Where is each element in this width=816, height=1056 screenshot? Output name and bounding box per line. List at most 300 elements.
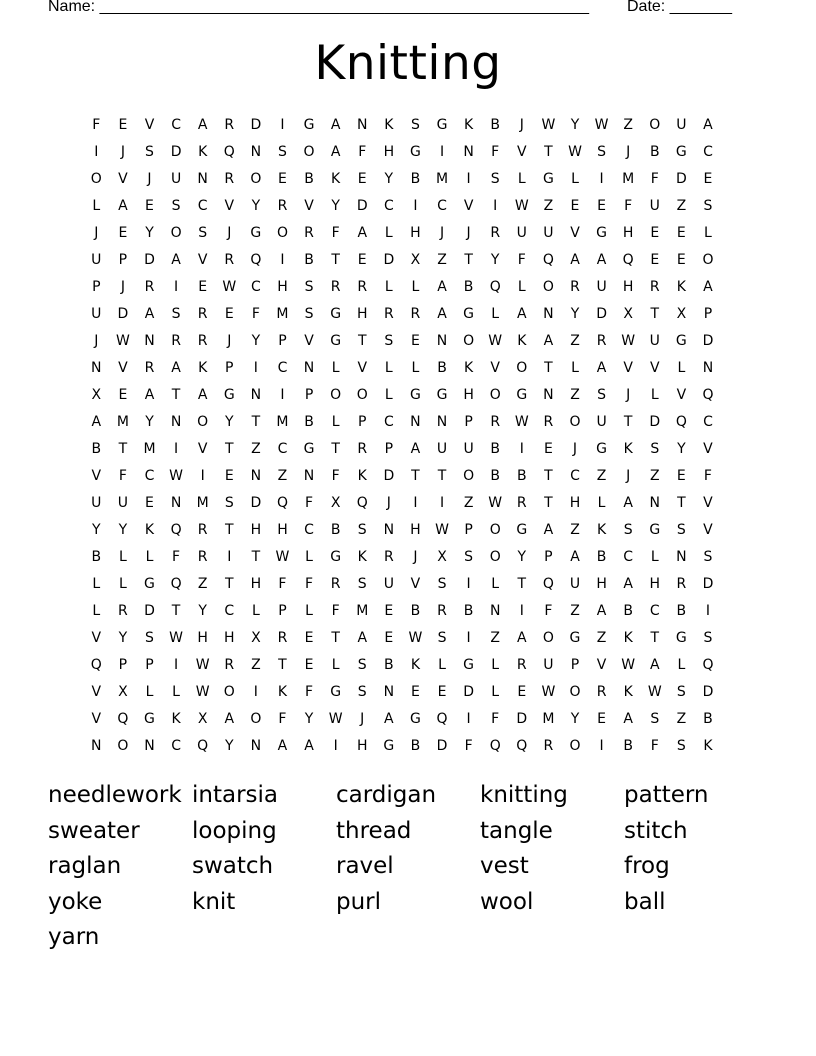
grid-letter[interactable]: V <box>91 711 102 727</box>
grid-letter[interactable]: C <box>277 360 288 376</box>
grid-letter[interactable]: N <box>463 144 474 160</box>
grid-letter[interactable]: L <box>677 360 686 376</box>
grid-letter[interactable]: I <box>227 549 232 565</box>
grid-letter[interactable]: R <box>224 117 235 133</box>
grid-letter[interactable]: S <box>703 630 713 646</box>
grid-letter[interactable]: Z <box>570 603 580 619</box>
grid-letter[interactable]: F <box>650 171 659 187</box>
grid-letter[interactable]: W <box>621 657 636 673</box>
grid-letter[interactable]: I <box>466 711 471 727</box>
grid-letter[interactable]: I <box>174 279 179 295</box>
grid-letter[interactable]: G <box>330 333 342 349</box>
grid-letter[interactable]: R <box>383 549 394 565</box>
grid-letter[interactable]: R <box>357 441 368 457</box>
grid-letter[interactable]: K <box>596 522 607 538</box>
grid-letter[interactable]: Y <box>224 414 234 430</box>
grid-letter[interactable]: G <box>463 657 475 673</box>
grid-letter[interactable]: C <box>144 468 155 484</box>
grid-letter[interactable]: S <box>171 198 181 214</box>
grid-letter[interactable]: Q <box>223 144 235 160</box>
grid-letter[interactable]: V <box>118 360 128 376</box>
grid-letter[interactable]: G <box>463 306 475 322</box>
grid-letter[interactable]: R <box>410 306 421 322</box>
grid-letter[interactable]: K <box>623 684 633 700</box>
grid-letter[interactable]: N <box>197 171 208 187</box>
grid-letter[interactable]: E <box>650 225 660 241</box>
grid-letter[interactable]: N <box>356 117 368 133</box>
grid-letter[interactable]: Z <box>623 117 633 133</box>
grid-letter[interactable]: W <box>621 333 636 349</box>
grid-letter[interactable]: J <box>94 333 99 349</box>
grid-letter[interactable]: R <box>649 279 660 295</box>
grid-letter[interactable]: L <box>517 279 526 295</box>
grid-letter[interactable]: D <box>383 468 395 484</box>
grid-letter[interactable]: L <box>438 657 446 673</box>
grid-letter[interactable]: H <box>383 144 395 160</box>
grid-letter[interactable]: L <box>650 549 659 565</box>
grid-letter[interactable]: T <box>251 549 261 565</box>
grid-letter[interactable]: F <box>491 711 500 727</box>
grid-letter[interactable]: Z <box>596 468 607 484</box>
grid-letter[interactable]: I <box>439 144 445 160</box>
grid-letter[interactable]: L <box>384 387 393 403</box>
grid-letter[interactable]: R <box>304 225 314 241</box>
grid-letter[interactable]: A <box>304 738 314 754</box>
grid-letter[interactable]: E <box>676 225 686 241</box>
grid-letter[interactable]: R <box>570 279 580 295</box>
grid-letter[interactable]: L <box>331 360 340 376</box>
grid-letter[interactable]: W <box>169 630 183 646</box>
grid-letter[interactable]: B <box>91 549 102 565</box>
grid-letter[interactable]: B <box>623 738 633 754</box>
grid-letter[interactable]: K <box>464 360 474 376</box>
grid-letter[interactable]: T <box>650 630 660 646</box>
grid-letter[interactable]: Z <box>277 468 288 484</box>
grid-letter[interactable]: Q <box>675 414 687 430</box>
grid-letter[interactable]: H <box>224 630 235 646</box>
grid-letter[interactable]: L <box>92 198 101 214</box>
grid-letter[interactable]: P <box>145 657 154 673</box>
grid-letter[interactable]: O <box>489 549 501 565</box>
grid-letter[interactable]: E <box>118 387 128 403</box>
grid-letter[interactable]: R <box>516 495 527 511</box>
grid-letter[interactable]: I <box>280 117 285 133</box>
grid-letter[interactable]: J <box>466 225 471 241</box>
grid-letter[interactable]: D <box>250 117 262 133</box>
grid-letter[interactable]: D <box>463 684 474 700</box>
grid-letter[interactable]: V <box>118 171 128 187</box>
grid-letter[interactable]: J <box>227 333 232 349</box>
grid-letter[interactable]: Q <box>197 738 209 754</box>
grid-letter[interactable]: E <box>410 333 420 349</box>
grid-letter[interactable]: O <box>170 225 182 241</box>
grid-letter[interactable]: B <box>516 468 527 484</box>
grid-letter[interactable]: C <box>703 414 713 430</box>
grid-letter[interactable]: L <box>411 360 420 376</box>
grid-letter[interactable]: A <box>437 279 447 295</box>
grid-letter[interactable]: I <box>280 387 285 403</box>
grid-letter[interactable]: Q <box>489 738 501 754</box>
grid-letter[interactable]: J <box>360 711 365 727</box>
grid-letter[interactable]: A <box>703 117 713 133</box>
grid-letter[interactable]: O <box>90 171 102 187</box>
grid-letter[interactable]: V <box>649 360 660 376</box>
grid-letter[interactable]: E <box>198 279 208 295</box>
grid-letter[interactable]: X <box>410 252 421 268</box>
grid-letter[interactable]: B <box>649 144 660 160</box>
grid-letter[interactable]: R <box>676 576 687 592</box>
grid-letter[interactable]: C <box>171 738 181 754</box>
grid-letter[interactable]: Z <box>676 711 687 727</box>
grid-letter[interactable]: F <box>251 306 260 322</box>
grid-letter[interactable]: D <box>702 684 714 700</box>
grid-letter[interactable]: M <box>276 306 289 322</box>
grid-letter[interactable]: L <box>92 576 101 592</box>
grid-letter[interactable]: Q <box>622 252 634 268</box>
grid-letter[interactable]: C <box>171 117 181 133</box>
grid-letter[interactable]: B <box>410 603 421 619</box>
grid-letter[interactable]: S <box>384 333 394 349</box>
grid-letter[interactable]: Z <box>437 252 447 268</box>
grid-letter[interactable]: L <box>491 684 500 700</box>
grid-letter[interactable]: S <box>357 576 367 592</box>
grid-letter[interactable]: H <box>649 576 661 592</box>
grid-letter[interactable]: O <box>250 171 262 187</box>
grid-letter[interactable]: N <box>91 360 102 376</box>
grid-letter[interactable]: R <box>171 333 181 349</box>
grid-letter[interactable]: O <box>276 225 288 241</box>
grid-letter[interactable]: R <box>118 603 128 619</box>
grid-letter[interactable]: W <box>647 684 662 700</box>
grid-letter[interactable]: R <box>596 333 607 349</box>
grid-letter[interactable]: H <box>410 225 421 241</box>
grid-letter[interactable]: Z <box>570 333 580 349</box>
grid-letter[interactable]: G <box>409 711 421 727</box>
grid-letter[interactable]: B <box>304 171 314 187</box>
grid-letter[interactable]: F <box>358 144 367 160</box>
grid-letter[interactable]: T <box>331 441 340 457</box>
grid-letter[interactable]: R <box>197 333 208 349</box>
grid-letter[interactable]: T <box>331 630 340 646</box>
grid-letter[interactable]: Y <box>331 198 340 214</box>
grid-letter[interactable]: W <box>275 549 290 565</box>
grid-letter[interactable]: F <box>491 144 500 160</box>
grid-letter[interactable]: C <box>277 441 288 457</box>
grid-letter[interactable]: G <box>144 576 155 592</box>
grid-letter[interactable]: E <box>304 657 314 673</box>
grid-letter[interactable]: G <box>330 306 342 322</box>
grid-letter[interactable]: G <box>303 441 315 457</box>
grid-letter[interactable]: B <box>463 279 474 295</box>
grid-letter[interactable]: R <box>224 657 235 673</box>
grid-letter[interactable]: D <box>356 198 368 214</box>
grid-letter[interactable]: E <box>357 252 367 268</box>
grid-letter[interactable]: F <box>331 225 340 241</box>
grid-letter[interactable]: Z <box>676 198 687 214</box>
grid-letter[interactable]: E <box>384 603 394 619</box>
grid-letter[interactable]: I <box>439 495 445 511</box>
grid-letter[interactable]: I <box>200 468 205 484</box>
grid-letter[interactable]: E <box>703 171 713 187</box>
grid-letter[interactable]: Z <box>649 468 660 484</box>
grid-letter[interactable]: C <box>703 144 713 160</box>
grid-letter[interactable]: C <box>623 549 634 565</box>
grid-letter[interactable]: N <box>250 144 262 160</box>
grid-letter[interactable]: B <box>330 522 341 538</box>
grid-letter[interactable]: I <box>466 576 471 592</box>
grid-letter[interactable]: N <box>144 333 155 349</box>
grid-letter[interactable]: W <box>568 144 582 160</box>
grid-letter[interactable]: G <box>330 549 342 565</box>
grid-letter[interactable]: B <box>623 603 633 619</box>
grid-letter[interactable]: T <box>357 333 367 349</box>
grid-letter[interactable]: I <box>174 657 179 673</box>
grid-letter[interactable]: R <box>516 657 527 673</box>
grid-letter[interactable]: S <box>597 144 607 160</box>
grid-letter[interactable]: E <box>517 684 527 700</box>
grid-letter[interactable]: T <box>437 468 447 484</box>
grid-letter[interactable]: T <box>224 522 234 538</box>
grid-letter[interactable]: D <box>170 144 182 160</box>
grid-letter[interactable]: K <box>357 549 367 565</box>
grid-letter[interactable]: O <box>542 279 554 295</box>
grid-letter[interactable]: A <box>197 117 208 133</box>
grid-letter[interactable]: E <box>145 495 154 511</box>
grid-letter[interactable]: T <box>278 657 287 673</box>
grid-letter[interactable]: R <box>490 414 501 430</box>
grid-letter[interactable]: A <box>596 603 607 619</box>
grid-letter[interactable]: R <box>144 360 155 376</box>
grid-letter[interactable]: F <box>464 738 473 754</box>
grid-letter[interactable]: L <box>650 387 659 403</box>
grid-letter[interactable]: X <box>197 711 208 727</box>
grid-letter[interactable]: W <box>195 684 210 700</box>
grid-letter[interactable]: P <box>703 306 713 322</box>
grid-letter[interactable]: R <box>543 414 554 430</box>
grid-letter[interactable]: K <box>703 738 713 754</box>
grid-letter[interactable]: Y <box>304 711 314 727</box>
grid-letter[interactable]: I <box>413 198 418 214</box>
grid-letter[interactable]: Q <box>170 522 182 538</box>
grid-letter[interactable]: U <box>676 117 687 133</box>
grid-letter[interactable]: V <box>91 468 102 484</box>
grid-letter[interactable]: Y <box>118 522 128 538</box>
grid-letter[interactable]: T <box>544 495 553 511</box>
grid-letter[interactable]: V <box>463 198 474 214</box>
grid-letter[interactable]: V <box>623 360 633 376</box>
grid-letter[interactable]: L <box>411 279 420 295</box>
grid-letter[interactable]: K <box>517 333 527 349</box>
grid-letter[interactable]: L <box>305 549 313 565</box>
grid-letter[interactable]: P <box>384 441 394 457</box>
grid-letter[interactable]: J <box>386 495 391 511</box>
grid-letter[interactable]: Z <box>490 630 500 646</box>
grid-letter[interactable]: E <box>543 441 553 457</box>
grid-letter[interactable]: M <box>622 171 635 187</box>
grid-letter[interactable]: T <box>517 576 527 592</box>
grid-letter[interactable]: T <box>118 441 128 457</box>
grid-letter[interactable]: R <box>437 603 447 619</box>
grid-letter[interactable]: I <box>519 441 524 457</box>
grid-letter[interactable]: O <box>489 387 501 403</box>
grid-letter[interactable]: P <box>92 279 101 295</box>
grid-letter[interactable]: N <box>436 333 448 349</box>
grid-letter[interactable]: H <box>622 225 634 241</box>
grid-letter[interactable]: J <box>94 225 99 241</box>
grid-letter[interactable]: K <box>384 117 394 133</box>
grid-letter[interactable]: C <box>383 414 394 430</box>
grid-letter[interactable]: O <box>569 684 581 700</box>
grid-letter[interactable]: F <box>118 468 127 484</box>
grid-letter[interactable]: Q <box>170 576 182 592</box>
grid-letter[interactable]: V <box>144 117 155 133</box>
grid-letter[interactable]: O <box>463 333 475 349</box>
grid-letter[interactable]: M <box>116 414 129 430</box>
grid-letter[interactable]: S <box>437 576 447 592</box>
grid-letter[interactable]: K <box>676 279 686 295</box>
grid-letter[interactable]: F <box>650 738 659 754</box>
grid-letter[interactable]: J <box>147 171 152 187</box>
grid-letter[interactable]: A <box>224 711 235 727</box>
grid-letter[interactable]: T <box>251 414 261 430</box>
grid-letter[interactable]: U <box>91 306 102 322</box>
grid-letter[interactable]: G <box>409 144 421 160</box>
grid-letter[interactable]: U <box>596 414 607 430</box>
grid-letter[interactable]: E <box>410 684 420 700</box>
grid-letter[interactable]: D <box>596 306 607 322</box>
grid-letter[interactable]: A <box>543 522 554 538</box>
grid-letter[interactable]: K <box>357 468 367 484</box>
grid-letter[interactable]: L <box>118 576 127 592</box>
grid-letter[interactable]: S <box>410 117 420 133</box>
grid-letter[interactable]: A <box>623 576 633 592</box>
grid-letter[interactable]: Y <box>251 333 261 349</box>
grid-letter[interactable]: Y <box>145 225 154 241</box>
grid-letter[interactable]: O <box>250 711 262 727</box>
date-field[interactable]: Date: _______ <box>627 0 732 15</box>
grid-letter[interactable]: D <box>702 333 714 349</box>
grid-letter[interactable]: Q <box>276 495 288 511</box>
grid-letter[interactable]: W <box>488 495 503 511</box>
grid-letter[interactable]: G <box>303 117 315 133</box>
grid-letter[interactable]: B <box>490 117 500 133</box>
grid-letter[interactable]: K <box>623 441 633 457</box>
grid-letter[interactable]: R <box>277 198 288 214</box>
grid-letter[interactable]: B <box>463 603 474 619</box>
grid-letter[interactable]: V <box>676 387 687 403</box>
grid-letter[interactable]: Z <box>570 387 580 403</box>
grid-letter[interactable]: T <box>171 387 181 403</box>
grid-letter[interactable]: O <box>463 468 475 484</box>
grid-letter[interactable]: G <box>436 387 448 403</box>
grid-letter[interactable]: A <box>91 414 102 430</box>
grid-letter[interactable]: G <box>516 522 528 538</box>
grid-letter[interactable]: K <box>464 117 474 133</box>
grid-letter[interactable]: U <box>383 576 394 592</box>
grid-letter[interactable]: H <box>596 576 607 592</box>
grid-letter[interactable]: Q <box>117 711 129 727</box>
grid-letter[interactable]: T <box>544 144 553 160</box>
grid-letter[interactable]: E <box>437 684 447 700</box>
grid-letter[interactable]: P <box>570 657 580 673</box>
grid-letter[interactable]: L <box>491 306 500 322</box>
grid-letter[interactable]: A <box>703 279 713 295</box>
grid-letter[interactable]: Y <box>570 711 580 727</box>
grid-letter[interactable]: V <box>703 495 713 511</box>
grid-letter[interactable]: I <box>466 171 471 187</box>
grid-letter[interactable]: F <box>172 549 181 565</box>
grid-letter[interactable]: B <box>91 441 102 457</box>
grid-letter[interactable]: J <box>626 387 631 403</box>
grid-letter[interactable]: I <box>519 603 524 619</box>
grid-letter[interactable]: L <box>491 576 500 592</box>
grid-letter[interactable]: G <box>569 630 581 646</box>
grid-letter[interactable]: L <box>331 657 340 673</box>
grid-letter[interactable]: W <box>115 333 130 349</box>
grid-letter[interactable]: G <box>144 711 155 727</box>
grid-letter[interactable]: Y <box>570 306 580 322</box>
grid-letter[interactable]: Q <box>702 387 714 403</box>
grid-letter[interactable]: F <box>544 603 553 619</box>
grid-letter[interactable]: H <box>197 630 208 646</box>
grid-letter[interactable]: F <box>331 468 340 484</box>
grid-letter[interactable]: R <box>277 630 288 646</box>
grid-letter[interactable]: G <box>542 171 554 187</box>
grid-letter[interactable]: Q <box>90 657 102 673</box>
grid-letter[interactable]: E <box>224 468 234 484</box>
grid-letter[interactable]: I <box>705 603 711 619</box>
grid-letter[interactable]: X <box>118 684 128 700</box>
grid-letter[interactable]: B <box>410 171 421 187</box>
grid-letter[interactable]: A <box>437 306 447 322</box>
name-field[interactable]: Name: _______________________________________________________ <box>48 0 589 15</box>
grid-letter[interactable]: C <box>224 603 235 619</box>
grid-letter[interactable]: E <box>384 630 394 646</box>
grid-letter[interactable]: Q <box>356 495 368 511</box>
grid-letter[interactable]: U <box>543 657 554 673</box>
grid-letter[interactable]: N <box>250 468 262 484</box>
grid-letter[interactable]: U <box>516 225 527 241</box>
grid-letter[interactable]: I <box>466 630 471 646</box>
grid-letter[interactable]: L <box>517 171 526 187</box>
grid-letter[interactable]: D <box>702 576 714 592</box>
grid-letter[interactable]: A <box>517 306 527 322</box>
grid-letter[interactable]: F <box>305 684 314 700</box>
grid-letter[interactable]: U <box>91 495 102 511</box>
grid-letter[interactable]: F <box>305 495 314 511</box>
grid-letter[interactable]: U <box>649 198 660 214</box>
grid-letter[interactable]: V <box>703 441 713 457</box>
grid-letter[interactable]: T <box>544 360 553 376</box>
grid-letter[interactable]: W <box>408 630 423 646</box>
grid-letter[interactable]: M <box>542 711 555 727</box>
grid-letter[interactable]: S <box>145 144 154 160</box>
grid-letter[interactable]: F <box>331 603 340 619</box>
grid-letter[interactable]: V <box>410 576 421 592</box>
grid-letter[interactable]: S <box>703 198 713 214</box>
grid-letter[interactable]: T <box>623 414 633 430</box>
grid-letter[interactable]: U <box>436 441 448 457</box>
grid-letter[interactable]: B <box>703 711 713 727</box>
grid-letter[interactable]: Z <box>570 522 580 538</box>
grid-letter[interactable]: K <box>198 360 208 376</box>
grid-letter[interactable]: G <box>330 684 342 700</box>
grid-letter[interactable]: L <box>384 360 393 376</box>
grid-letter[interactable]: G <box>250 225 262 241</box>
grid-letter[interactable]: A <box>596 252 607 268</box>
grid-letter[interactable]: F <box>624 198 633 214</box>
grid-letter[interactable]: N <box>676 549 687 565</box>
